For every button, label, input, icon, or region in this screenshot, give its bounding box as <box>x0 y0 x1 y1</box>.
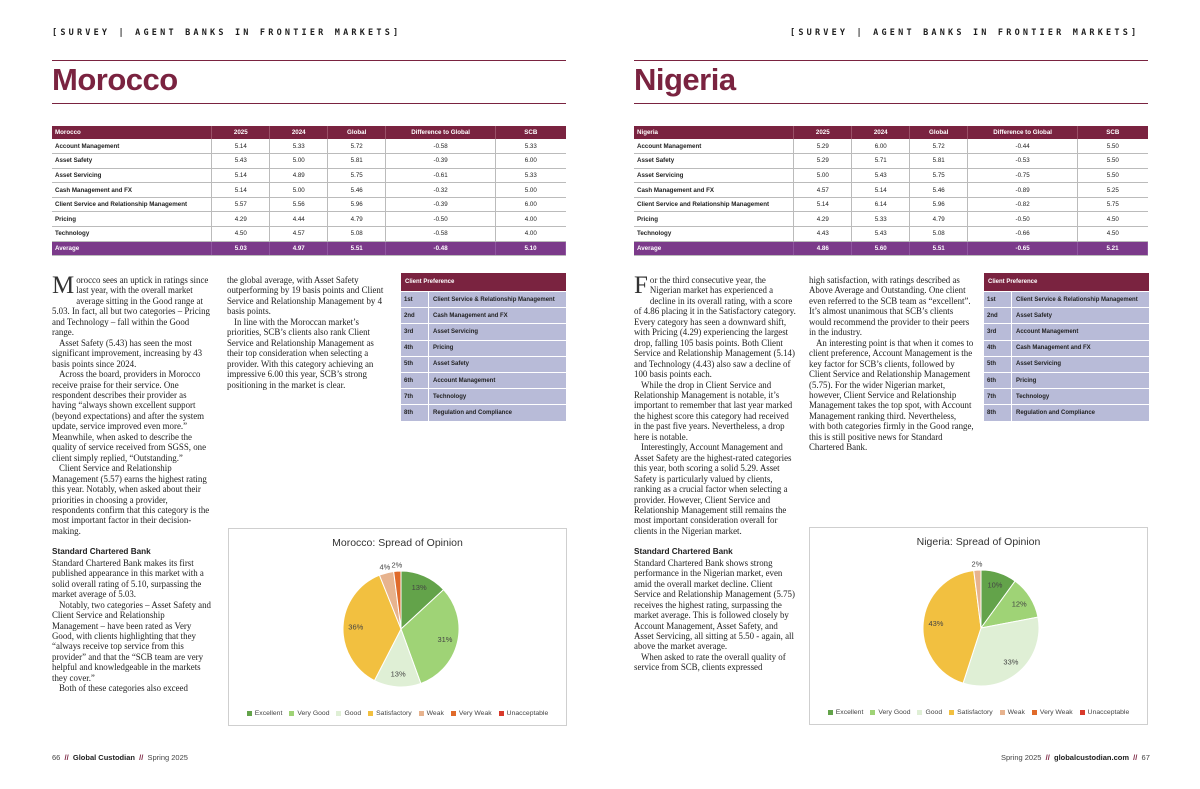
legend-item <box>247 710 283 717</box>
website-link[interactable]: globalcustodian.com <box>1053 753 1129 762</box>
preference-label: Asset Servicing <box>433 328 479 335</box>
table-cell: 5.14 <box>794 197 852 212</box>
table-cell: 5.50 <box>1078 168 1148 183</box>
table-cell: 5.72 <box>328 139 386 154</box>
preference-rank: 2nd <box>984 308 1012 323</box>
preference-row <box>984 372 1149 388</box>
legend-swatch <box>949 710 954 715</box>
nigeria-pie-chart <box>809 527 1148 725</box>
paragraph: Asset Safety (5.43) has seen the most significant improvement, increasing by 43 basis points since 2024. <box>52 337 203 369</box>
publication-name: Global Custodian <box>72 753 135 762</box>
table-row <box>634 183 1148 198</box>
legend-label: Satisfactory <box>957 709 993 716</box>
preference-row <box>401 388 566 404</box>
table-row <box>52 197 566 212</box>
section-kicker: [SURVEY | AGENT BANKS IN FRONTIER MARKETS] <box>790 28 1140 38</box>
preference-row <box>984 307 1149 323</box>
preference-rank: 7th <box>401 389 429 404</box>
chart-legend <box>810 709 1147 716</box>
table-cell: -0.61 <box>386 168 496 183</box>
legend-swatch <box>368 711 373 716</box>
table-cell: -0.32 <box>386 183 496 198</box>
legend-swatch <box>499 711 504 716</box>
article-column-1 <box>634 272 797 673</box>
table-cell: -0.53 <box>968 154 1078 169</box>
article-column-2 <box>809 275 974 453</box>
table-cell: Client Service and Relationship Management <box>52 197 212 212</box>
table-cell: 5.00 <box>270 154 328 169</box>
preference-row <box>401 404 566 420</box>
table-cell: Technology <box>634 227 794 242</box>
issue-label: Spring 2025 <box>1001 753 1042 762</box>
legend-item <box>419 710 444 717</box>
table-cell: 5.51 <box>328 241 386 256</box>
table-cell: 5.50 <box>1078 154 1148 169</box>
pie-data-label: 13% <box>411 583 427 593</box>
legend-item <box>451 710 492 717</box>
column-header: Difference to Global <box>386 126 496 139</box>
table-cell: 4.44 <box>270 212 328 227</box>
average-row <box>634 241 1148 256</box>
legend-label: Excellent <box>254 710 283 717</box>
legend-item <box>1000 709 1025 716</box>
preference-rank: 8th <box>401 405 429 420</box>
page-number: 66 <box>52 753 61 762</box>
table-cell: -0.65 <box>968 241 1078 256</box>
table-cell: 5.43 <box>212 154 270 169</box>
legend-label: Very Good <box>878 709 911 716</box>
page-footer <box>52 753 188 762</box>
table-cell: -0.39 <box>386 197 496 212</box>
issue-label: Spring 2025 <box>147 753 188 762</box>
table-cell: 4.50 <box>212 227 270 242</box>
table-cell: 5.81 <box>328 154 386 169</box>
pie-data-label: 2% <box>391 560 403 570</box>
table-cell: -0.39 <box>386 154 496 169</box>
paragraph: When asked to rate the overall quality of service from SCB, clients expressed <box>634 651 786 673</box>
preference-label: Account Management <box>1016 328 1079 335</box>
table-cell: Technology <box>52 227 212 242</box>
ratings-table <box>52 126 566 256</box>
table-cell: 5.75 <box>328 168 386 183</box>
table-cell: 4.79 <box>910 212 968 227</box>
table-cell: 5.71 <box>852 154 910 169</box>
preference-label: Technology <box>433 393 467 400</box>
legend-label: Very Weak <box>458 710 492 717</box>
pie-svg <box>229 529 568 727</box>
preference-row <box>984 356 1149 372</box>
article-column-1 <box>52 272 212 694</box>
table-cell: 5.25 <box>1078 183 1148 198</box>
paragraph: the global average, with Asset Safety outperforming by 19 basis points and Client Service and Relationship Management by 4 basis points. <box>227 275 384 317</box>
subheading: Standard Chartered Bank <box>52 547 151 557</box>
table-header-row <box>52 126 566 139</box>
legend-swatch <box>1000 710 1005 715</box>
table-cell: 4.00 <box>496 227 566 242</box>
preference-row <box>984 291 1149 307</box>
table-cell: 6.00 <box>852 139 910 154</box>
preference-rank: 4th <box>401 341 429 356</box>
preference-rank: 3rd <box>984 324 1012 339</box>
paragraph: While the drop in Client Service and Relationship Management is notable, it’s important to remember that last year marked the highest score this category had received in the past five years. Nevertheless, a drop here is notable. <box>634 379 793 442</box>
preference-rank: 2nd <box>401 308 429 323</box>
pie-data-label: 36% <box>348 622 364 632</box>
table-cell: Account Management <box>52 139 212 154</box>
legend-item <box>289 710 329 717</box>
preference-rank: 7th <box>984 389 1012 404</box>
table-cell: 4.50 <box>1078 227 1148 242</box>
table-cell: 4.57 <box>270 227 328 242</box>
table-cell: -0.58 <box>386 139 496 154</box>
column-header: Nigeria <box>634 126 794 139</box>
page-number: 67 <box>1141 753 1150 762</box>
table-cell: Asset Servicing <box>52 168 212 183</box>
table-cell: 5.14 <box>212 168 270 183</box>
legend-label: Satisfactory <box>376 710 412 717</box>
table-cell: Asset Servicing <box>634 168 794 183</box>
table-row <box>52 227 566 242</box>
column-header: Global <box>910 126 968 139</box>
table-cell: 5.00 <box>270 183 328 198</box>
paragraph: Client Service and Relationship Management (5.57) earns the highest rating this year. Notably, when asked about their priorities in choosing a provider, respondents confirm that this category is the most important factor in their decision-making. <box>52 463 210 536</box>
preference-row <box>984 404 1149 420</box>
paragraph: Standard Chartered Bank makes its first published appearance in this market with a solid overall rating of 5.10, surpassing the market average of 5.03. <box>52 557 204 600</box>
table-cell: -0.82 <box>968 197 1078 212</box>
top-rule <box>52 60 566 61</box>
preference-rank: 6th <box>401 373 429 388</box>
table-row <box>634 197 1148 212</box>
legend-item <box>917 709 942 716</box>
legend-item <box>870 709 910 716</box>
table-cell: 5.08 <box>328 227 386 242</box>
paragraph: In line with the Moroccan market’s priorities, SCB’s clients also rank Client Service and Relationship Management as their top consideration when selecting a provider. With this category achieving an impressive 6.00 this year, SCB’s strong positioning in the market is clear. <box>227 316 374 390</box>
table-cell: -0.50 <box>386 212 496 227</box>
table-cell: 5.33 <box>270 139 328 154</box>
table-cell: 4.97 <box>270 241 328 256</box>
preference-row <box>401 340 566 356</box>
footer-separator: // <box>1043 753 1052 762</box>
preference-row <box>401 291 566 307</box>
table-cell: -0.58 <box>386 227 496 242</box>
table-cell: 4.29 <box>794 212 852 227</box>
table-row <box>52 139 566 154</box>
footer-separator: // <box>62 753 71 762</box>
preference-label: Asset Safety <box>1016 312 1053 319</box>
preference-label: Account Management <box>433 377 496 384</box>
table-cell: 5.72 <box>910 139 968 154</box>
table-cell: 5.75 <box>910 168 968 183</box>
legend-item <box>368 710 412 717</box>
table-row <box>634 154 1148 169</box>
preference-label: Cash Management and FX <box>1016 345 1091 352</box>
pie-data-label: 12% <box>1011 599 1027 609</box>
legend-label: Very Weak <box>1039 709 1073 716</box>
chart-title: Nigeria: Spread of Opinion <box>916 536 1041 548</box>
table-cell: 5.00 <box>496 183 566 198</box>
table-cell: 5.00 <box>794 168 852 183</box>
subheading: Standard Chartered Bank <box>634 547 733 557</box>
paragraph: An interesting point is that when it comes to client preference, Account Management is the key factor for SCB’s clients, followed by Client Service and Relationship Management (5.75). For the wider Nigerian market, however, Client Service and Relationship Management takes the top spot, with Account Management ranking third. Nevertheless, with both categories firmly in the Good range, this is still positive news for Standard Chartered Bank. <box>809 337 974 453</box>
table-cell: 5.57 <box>212 197 270 212</box>
paragraph: Notably, two categories – Asset Safety and Client Service and Relationship Management – have been rated as Very Good, with clients highlighting that they “always receive top service from this provider” and that the “SCB team are very helpful and knowledgeable in the markets they cover.” <box>52 599 211 683</box>
drop-cap: M <box>52 272 75 299</box>
table-cell: 5.96 <box>328 197 386 212</box>
client-preference-box <box>401 273 566 421</box>
legend-label: Unacceptable <box>506 710 549 717</box>
legend-item <box>828 709 864 716</box>
table-cell: 5.56 <box>270 197 328 212</box>
table-cell: 4.79 <box>328 212 386 227</box>
legend-swatch <box>336 711 341 716</box>
legend-item <box>1080 709 1130 716</box>
table-cell: 4.86 <box>794 241 852 256</box>
pie-svg <box>810 528 1149 726</box>
table-cell: 5.33 <box>496 168 566 183</box>
table-cell: Average <box>52 241 212 256</box>
column-header: 2024 <box>852 126 910 139</box>
table-header-row <box>634 126 1148 139</box>
preference-label: Client Service & Relationship Management <box>1016 296 1138 303</box>
legend-label: Weak <box>1007 709 1025 716</box>
preference-rank: 4th <box>984 341 1012 356</box>
table-cell: -0.66 <box>968 227 1078 242</box>
column-header: Morocco <box>52 126 212 139</box>
legend-label: Good <box>925 709 943 716</box>
legend-label: Excellent <box>835 709 864 716</box>
table-cell: 4.00 <box>496 212 566 227</box>
table-cell: 6.00 <box>496 197 566 212</box>
pie-data-label: 4% <box>379 562 391 572</box>
preference-rank: 5th <box>401 357 429 372</box>
table-cell: 5.46 <box>328 183 386 198</box>
column-header: Global <box>328 126 386 139</box>
table-cell: 5.43 <box>852 168 910 183</box>
preference-row <box>984 340 1149 356</box>
table-cell: 5.60 <box>852 241 910 256</box>
table-row <box>52 168 566 183</box>
ratings-table <box>634 126 1148 256</box>
table-cell: Pricing <box>52 212 212 227</box>
table-cell: 5.08 <box>910 227 968 242</box>
client-preference-header: Client Preference <box>984 273 1149 291</box>
table-cell: 5.29 <box>794 139 852 154</box>
paragraph: Across the board, providers in Morocco receive praise for their service. One respondent describes their provider as having “always shown excellent support (beyond expectations) and after the system update, service improved even more.” Meanwhile, when asked to describe the quality of service received from SGSS, one client simply replied, “Outstanding.” <box>52 369 207 463</box>
preference-label: Cash Management and FX <box>433 312 508 319</box>
column-header: Difference to Global <box>968 126 1078 139</box>
table-cell: Asset Safety <box>634 154 794 169</box>
table-cell: Client Service and Relationship Management <box>634 197 794 212</box>
table-cell: Cash Management and FX <box>52 183 212 198</box>
table-cell: 5.75 <box>1078 197 1148 212</box>
table-row <box>52 154 566 169</box>
table-cell: 5.10 <box>496 241 566 256</box>
paragraph: For the third consecutive year, the Nigerian market has experienced a decline in its overall rating, with a score of 4.86 placing it in the Satisfactory category. Every category has seen a downward shift, with Pricing (4.29) experiencing the largest drop, falling 105 basis points. Both Client Service and Relationship Management (5.14) and Technology (4.43) also saw a decline of 100 basis points each. <box>634 272 796 380</box>
preference-row <box>401 323 566 339</box>
table-cell: 5.03 <box>212 241 270 256</box>
legend-swatch <box>289 711 294 716</box>
legend-swatch <box>419 711 424 716</box>
legend-item <box>499 710 549 717</box>
morocco-pie-chart <box>228 528 567 726</box>
table-cell: Pricing <box>634 212 794 227</box>
table-cell: 5.51 <box>910 241 968 256</box>
top-rule <box>634 60 1148 61</box>
preference-label: Regulation and Compliance <box>433 409 513 416</box>
preference-label: Asset Safety <box>433 361 470 368</box>
table-cell: -0.44 <box>968 139 1078 154</box>
preference-rank: 5th <box>984 357 1012 372</box>
legend-swatch <box>451 711 456 716</box>
page-title: Morocco <box>52 62 178 97</box>
page-title: Nigeria <box>634 62 736 97</box>
pie-data-label: 10% <box>987 580 1003 590</box>
table-cell: 4.89 <box>270 168 328 183</box>
table-cell: Average <box>634 241 794 256</box>
table-cell: 5.21 <box>1078 241 1148 256</box>
title-rule <box>634 103 1148 104</box>
preference-label: Regulation and Compliance <box>1016 409 1096 416</box>
table-row <box>634 212 1148 227</box>
paragraph: Standard Chartered Bank shows strong performance in the Nigerian market, even amid the overall market decline. Client Service and Relationship Management (5.75) receives the highest rating, surpassing the market average. This is followed closely by Account Management, Asset Safety, and Asset Servicing, all sitting at 5.50 - again, all above the market average. <box>634 557 795 652</box>
page-right <box>600 0 1200 789</box>
legend-swatch <box>870 710 875 715</box>
table-cell: Asset Safety <box>52 154 212 169</box>
table-cell: 6.00 <box>496 154 566 169</box>
table-cell: 5.14 <box>212 183 270 198</box>
preference-rank: 1st <box>984 292 1012 307</box>
table-cell: -0.50 <box>968 212 1078 227</box>
preference-rank: 8th <box>984 405 1012 420</box>
client-preference-box <box>984 273 1149 421</box>
page-footer <box>1001 753 1150 762</box>
table-cell: 5.29 <box>794 154 852 169</box>
table-cell: 5.33 <box>496 139 566 154</box>
client-preference-header: Client Preference <box>401 273 566 291</box>
column-header: SCB <box>1078 126 1148 139</box>
table-cell: 5.46 <box>910 183 968 198</box>
preference-label: Technology <box>1016 393 1050 400</box>
table-cell: 5.14 <box>212 139 270 154</box>
legend-label: Weak <box>426 710 444 717</box>
chart-title: Morocco: Spread of Opinion <box>332 537 463 549</box>
preference-row <box>401 356 566 372</box>
table-cell: -0.48 <box>386 241 496 256</box>
preference-row <box>984 323 1149 339</box>
table-cell: -0.75 <box>968 168 1078 183</box>
legend-item <box>1032 709 1073 716</box>
column-header: 2025 <box>794 126 852 139</box>
legend-swatch <box>1080 710 1085 715</box>
paragraph: high satisfaction, with ratings described as Above Average and Outstanding. One client even referred to the SCB team as “excellent”. It’s almost unanimous that SCB’s clients would recommend the provider to their peers in the industry. <box>809 275 971 338</box>
footer-separator: // <box>137 753 146 762</box>
table-cell: 4.50 <box>1078 212 1148 227</box>
preference-label: Pricing <box>433 345 454 352</box>
title-rule <box>52 103 566 104</box>
table-row <box>52 212 566 227</box>
legend-label: Unacceptable <box>1087 709 1130 716</box>
chart-legend <box>229 710 566 717</box>
table-cell: 5.14 <box>852 183 910 198</box>
drop-cap: F <box>634 272 648 299</box>
paragraph: Both of these categories also exceed <box>59 683 188 694</box>
pie-data-label: 33% <box>1003 657 1019 667</box>
table-cell: 5.43 <box>852 227 910 242</box>
preference-rank: 1st <box>401 292 429 307</box>
table-cell: 5.50 <box>1078 139 1148 154</box>
table-row <box>634 139 1148 154</box>
preference-rank: 3rd <box>401 324 429 339</box>
pie-data-label: 13% <box>390 669 406 679</box>
table-cell: Cash Management and FX <box>634 183 794 198</box>
legend-swatch <box>917 710 922 715</box>
legend-swatch <box>1032 710 1037 715</box>
table-cell: -0.89 <box>968 183 1078 198</box>
preference-row <box>984 388 1149 404</box>
table-cell: 4.43 <box>794 227 852 242</box>
section-kicker: [SURVEY | AGENT BANKS IN FRONTIER MARKETS] <box>52 28 402 38</box>
average-row <box>52 241 566 256</box>
table-cell: Account Management <box>634 139 794 154</box>
preference-label: Asset Servicing <box>1016 361 1062 368</box>
column-header: 2025 <box>212 126 270 139</box>
table-cell: 5.81 <box>910 154 968 169</box>
pie-data-label: 2% <box>971 559 983 569</box>
table-cell: 4.57 <box>794 183 852 198</box>
table-row <box>634 168 1148 183</box>
legend-item <box>336 710 361 717</box>
legend-swatch <box>247 711 252 716</box>
table-cell: 6.14 <box>852 197 910 212</box>
preference-label: Pricing <box>1016 377 1037 384</box>
column-header: SCB <box>496 126 566 139</box>
pie-data-label: 43% <box>928 619 944 629</box>
article-column-2 <box>227 275 390 390</box>
table-cell: 5.96 <box>910 197 968 212</box>
footer-separator: // <box>1131 753 1140 762</box>
table-row <box>52 183 566 198</box>
legend-label: Very Good <box>297 710 330 717</box>
legend-swatch <box>828 710 833 715</box>
preference-label: Client Service & Relationship Management <box>433 296 555 303</box>
paragraph: Morocco sees an uptick in ratings since last year, with the overall market average sitting in the Good range at 5.03. In fact, all but two categories – Pricing and Technology – fall within the Good range. <box>52 272 210 338</box>
legend-item <box>949 709 993 716</box>
preference-row <box>401 372 566 388</box>
column-header: 2024 <box>270 126 328 139</box>
table-cell: 4.29 <box>212 212 270 227</box>
legend-label: Good <box>344 710 362 717</box>
paragraph: Interestingly, Account Management and Asset Safety are the highest-rated categories this year, both scoring a solid 5.29. Asset Safety is particularly valued by clients, ranking as a crucial factor when selecting a provider. However, Client Service and Relationship Management still remains the most important consideration overall for clients in the Nigerian market. <box>634 442 792 536</box>
table-row <box>634 227 1148 242</box>
preference-row <box>401 307 566 323</box>
table-cell: 5.33 <box>852 212 910 227</box>
preference-rank: 6th <box>984 373 1012 388</box>
pie-data-label: 31% <box>437 635 453 645</box>
